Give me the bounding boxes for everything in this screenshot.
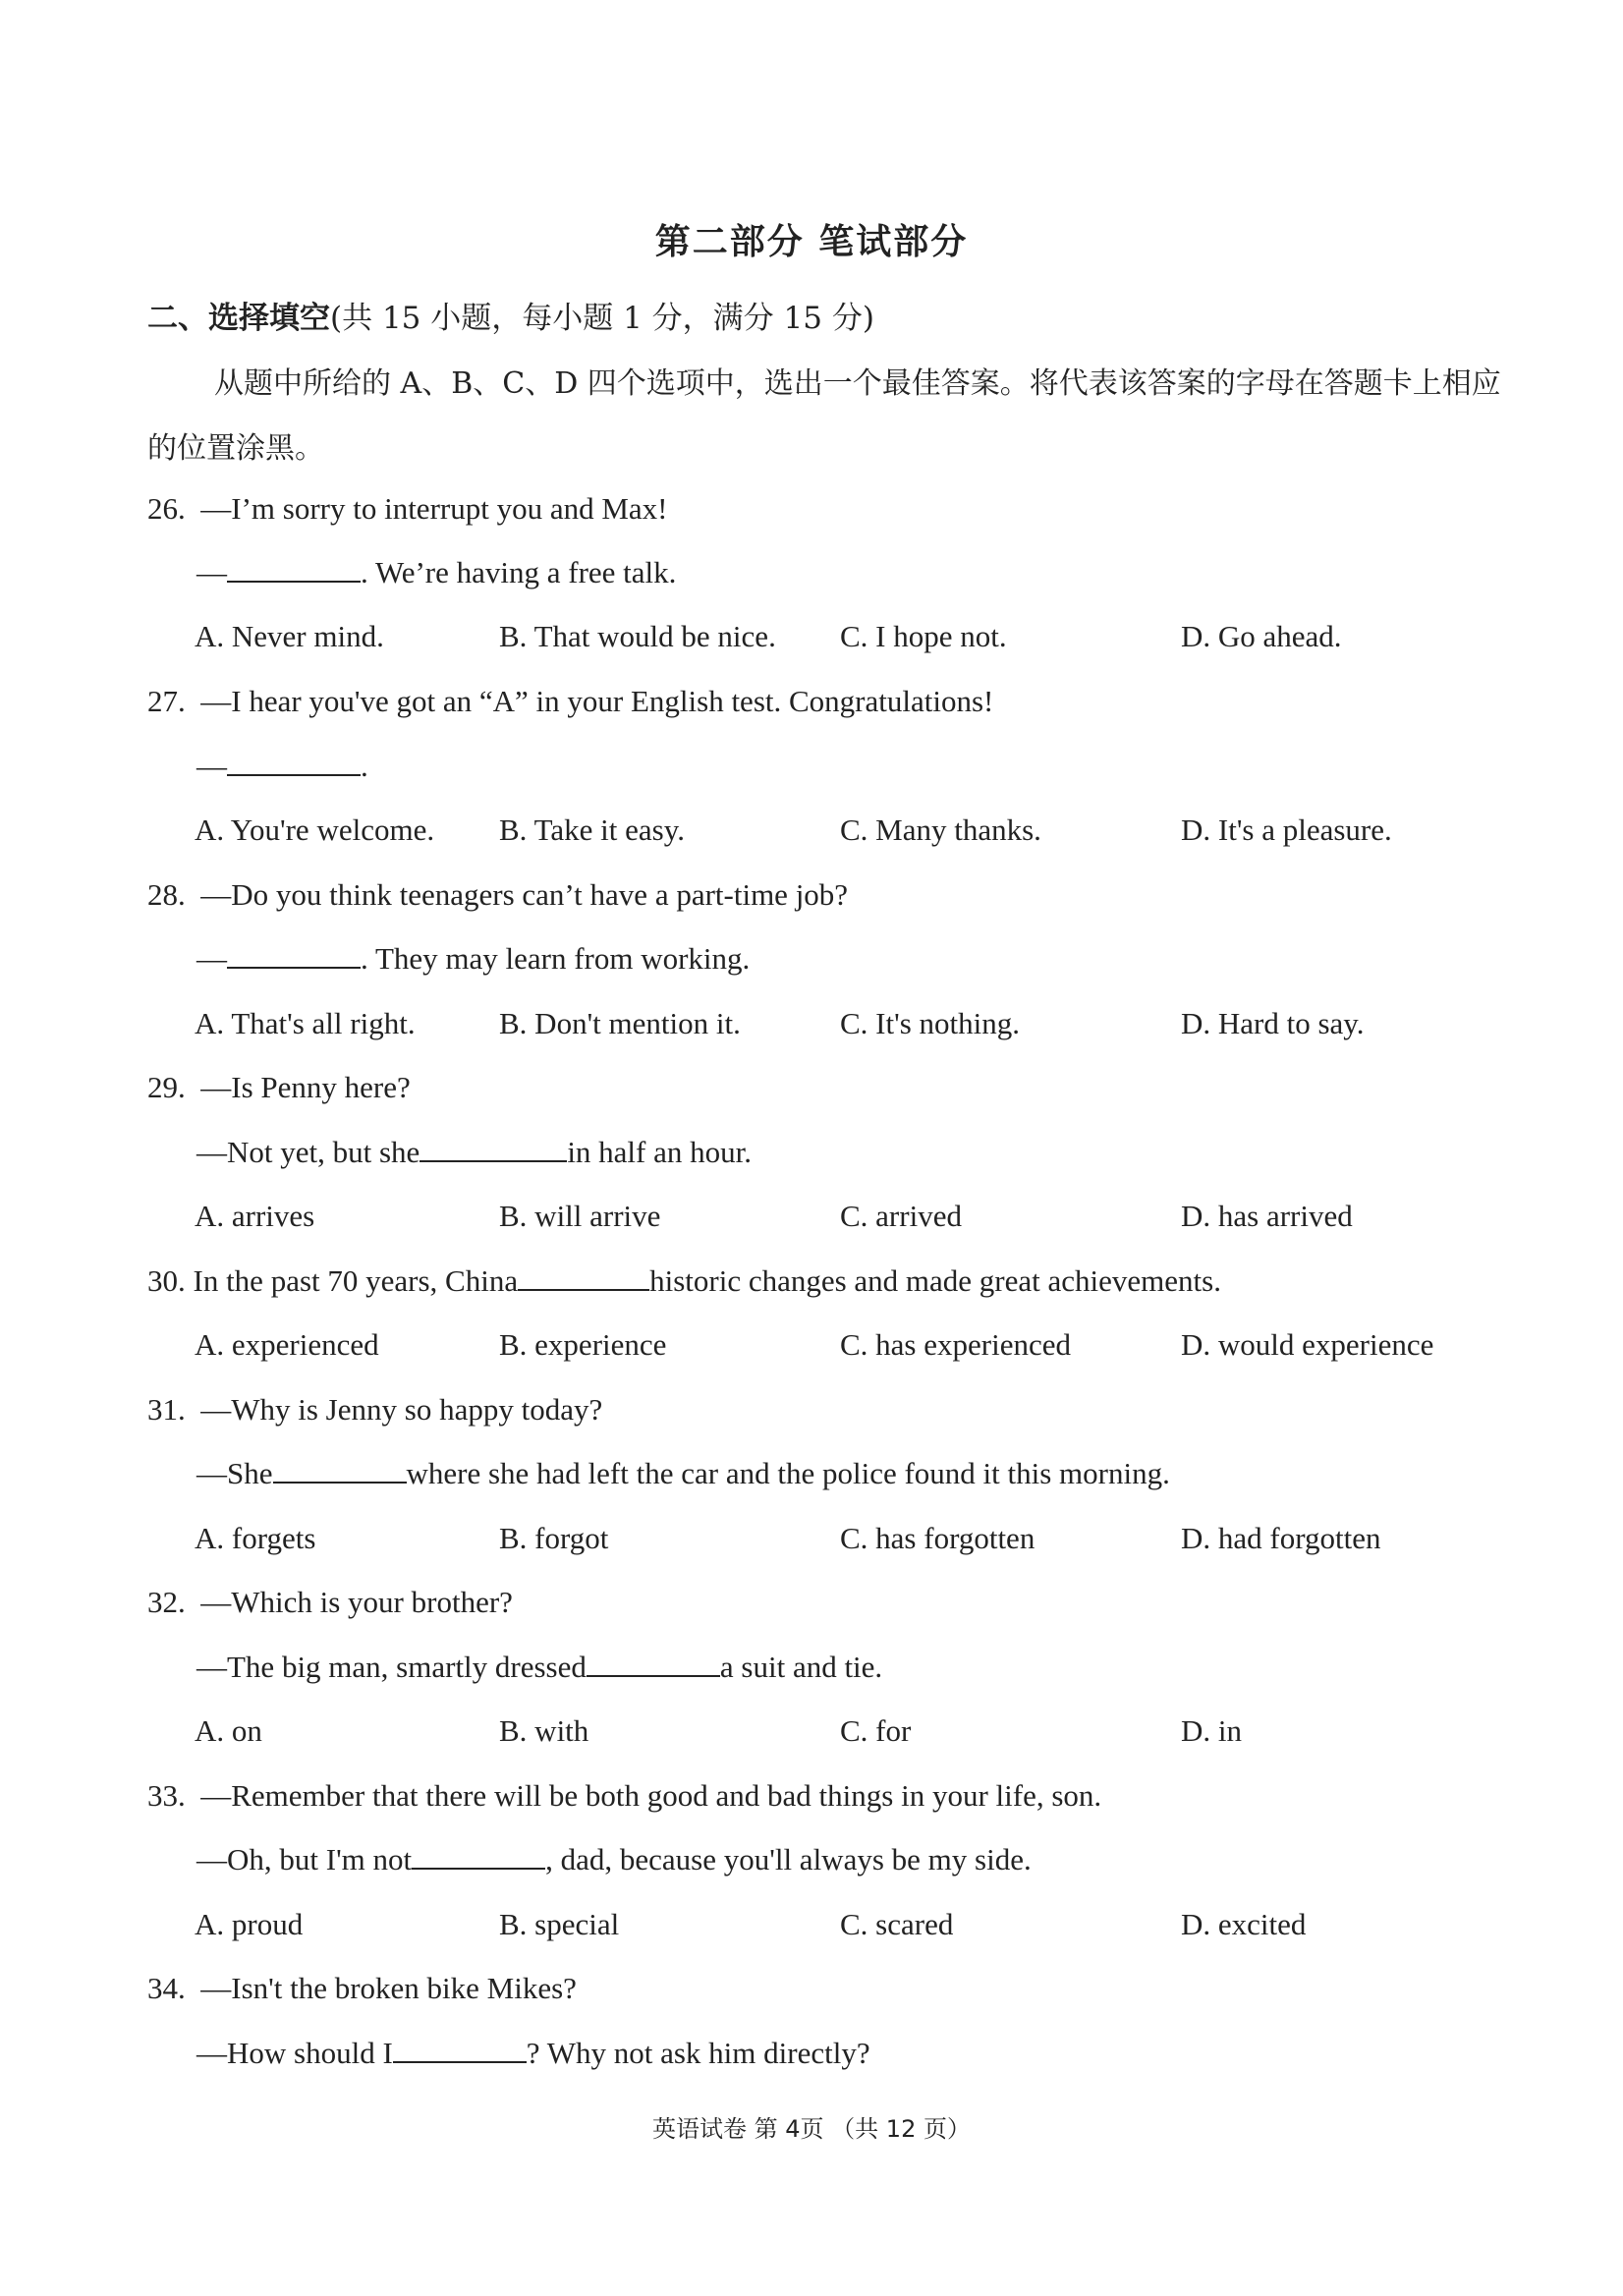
question-31-option-a: A. forgets — [195, 1521, 316, 1555]
question-26-option-a: A. Never mind. — [195, 619, 384, 653]
reply-text: — — [196, 941, 227, 976]
answer-blank — [412, 1840, 545, 1870]
question-text: —I’m sorry to interrupt you and Max! — [200, 491, 668, 526]
question-31-reply — [196, 1454, 1170, 1493]
answer-blank — [227, 939, 361, 969]
question-30-option-b: B. experience — [499, 1327, 667, 1362]
question-33-reply — [196, 1840, 1032, 1879]
question-number: 30. — [147, 1263, 186, 1298]
question-number: 32. — [147, 1585, 186, 1619]
question-27-option-a: A. You're welcome. — [195, 812, 435, 847]
reply-text: ? Why not ask him directly? — [526, 2036, 870, 2070]
section-instructions: 从题中所给的 A、B、C、D 四个选项中，选出一个最佳答案。将代表该答案的字母在答题卡上相应的位置涂黑。 — [147, 366, 1501, 466]
question-30-option-c: C. has experienced — [840, 1327, 1071, 1362]
question-text: —Which is your brother? — [200, 1585, 513, 1619]
answer-blank — [227, 553, 361, 583]
question-29-option-d: D. has arrived — [1181, 1199, 1353, 1233]
reply-text: . We’re having a free talk. — [361, 555, 677, 589]
part-title: 第二部分 笔试部分 — [654, 221, 969, 262]
question-28-option-b: B. Don't mention it. — [499, 1006, 741, 1040]
answer-blank — [227, 747, 361, 776]
question-31-option-d: D. had forgotten — [1181, 1521, 1381, 1555]
question-number: 31. — [147, 1392, 186, 1427]
question-27-stem — [147, 682, 993, 721]
reply-text: . They may learn from working. — [361, 941, 751, 976]
question-number: 34. — [147, 1971, 186, 2005]
question-28-stem — [147, 875, 848, 915]
reply-text: where she had left the car and the police found it this morning. — [406, 1456, 1170, 1490]
question-30-option-a: A. experienced — [195, 1327, 379, 1362]
reply-text: — — [196, 749, 227, 783]
answer-blank — [518, 1261, 649, 1291]
question-29-option-c: C. arrived — [840, 1199, 962, 1233]
question-31-option-c: C. has forgotten — [840, 1521, 1035, 1555]
question-27-option-d: D. It's a pleasure. — [1181, 812, 1392, 847]
reply-text: , dad, because you'll always be my side. — [545, 1842, 1032, 1876]
reply-text: —Oh, but I'm not — [196, 1842, 413, 1876]
page-footer: 英语试卷 第 4页 （共 12 页） — [652, 2115, 971, 2143]
question-32-option-a: A. on — [195, 1713, 262, 1748]
reply-text: — — [196, 555, 227, 589]
reply-text: —How should I — [196, 2036, 393, 2070]
question-28-option-a: A. That's all right. — [195, 1006, 416, 1040]
question-text: In the past 70 years, China — [193, 1263, 519, 1298]
question-26-reply — [196, 553, 676, 592]
question-30-stem — [147, 1261, 1221, 1301]
reply-text: —The big man, smartly dressed — [196, 1650, 587, 1684]
question-31-stem — [147, 1390, 602, 1429]
question-29-option-b: B. will arrive — [499, 1199, 661, 1233]
question-32-option-c: C. for — [840, 1713, 912, 1748]
reply-text: . — [361, 749, 368, 783]
answer-blank — [587, 1648, 720, 1677]
question-text: —I hear you've got an “A” in your English test. Congratulations! — [200, 684, 994, 718]
question-26-option-d: D. Go ahead. — [1181, 619, 1342, 653]
question-32-option-d: D. in — [1181, 1713, 1242, 1748]
section-heading — [147, 293, 874, 337]
question-32-option-b: B. with — [499, 1713, 589, 1748]
question-32-stem — [147, 1583, 513, 1622]
answer-blank — [420, 1133, 567, 1162]
question-32-reply — [196, 1648, 882, 1687]
question-number: 28. — [147, 877, 186, 912]
question-27-reply — [196, 747, 368, 786]
question-28-option-c: C. It's nothing. — [840, 1006, 1020, 1040]
section-heading-scoring: (共 15 小题，每小题 1 分，满分 15 分) — [330, 301, 874, 336]
answer-blank — [273, 1454, 407, 1484]
question-text: historic changes and made great achievements. — [649, 1263, 1221, 1298]
question-text: —Is Penny here? — [200, 1070, 411, 1104]
question-text: —Do you think teenagers can’t have a part-time job? — [200, 877, 849, 912]
question-26-option-b: B. That would be nice. — [499, 619, 776, 653]
question-31-option-b: B. forgot — [499, 1521, 609, 1555]
question-33-option-c: C. scared — [840, 1907, 954, 1941]
question-26-stem — [147, 489, 667, 529]
reply-text: —Not yet, but she — [196, 1135, 420, 1169]
question-34-stem — [147, 1969, 577, 2008]
reply-text: a suit and tie. — [719, 1650, 883, 1684]
question-28-reply — [196, 939, 750, 979]
question-29-stem — [147, 1068, 411, 1107]
question-29-reply — [196, 1133, 752, 1172]
question-30-option-d: D. would experience — [1181, 1327, 1434, 1362]
question-33-option-b: B. special — [499, 1907, 620, 1941]
question-number: 33. — [147, 1778, 186, 1813]
question-27-option-c: C. Many thanks. — [840, 812, 1041, 847]
question-33-stem — [147, 1776, 1101, 1816]
question-34-reply — [196, 2034, 870, 2073]
reply-text: —She — [196, 1456, 273, 1490]
answer-blank — [393, 2034, 527, 2063]
question-33-option-d: D. excited — [1181, 1907, 1307, 1941]
question-text: —Why is Jenny so happy today? — [200, 1392, 603, 1427]
section-heading-label: 二、选择填空 — [147, 301, 330, 336]
question-29-option-a: A. arrives — [195, 1199, 315, 1233]
question-33-option-a: A. proud — [195, 1907, 304, 1941]
question-text: —Remember that there will be both good and bad things in your life, son. — [200, 1778, 1102, 1813]
question-number: 27. — [147, 684, 186, 718]
question-text: —Isn't the broken bike Mikes? — [200, 1971, 577, 2005]
question-28-option-d: D. Hard to say. — [1181, 1006, 1365, 1040]
question-number: 26. — [147, 491, 186, 526]
question-26-option-c: C. I hope not. — [840, 619, 1007, 653]
question-number: 29. — [147, 1070, 186, 1104]
reply-text: in half an hour. — [567, 1135, 752, 1169]
question-27-option-b: B. Take it easy. — [499, 812, 685, 847]
